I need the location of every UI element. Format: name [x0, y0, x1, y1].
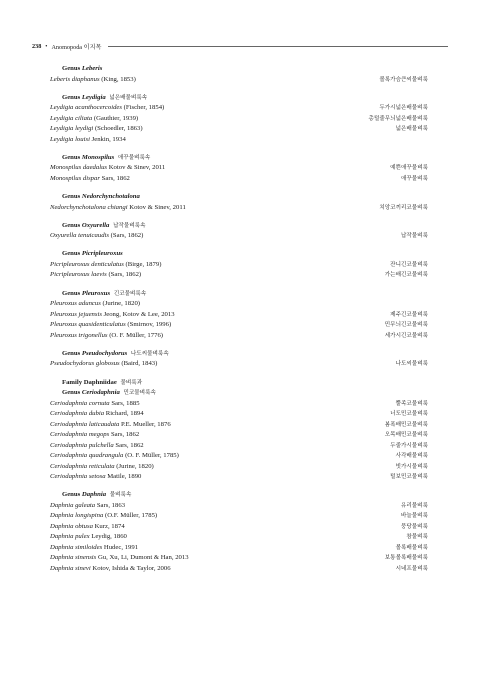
species-authority: (O.F. Müller, 1785): [105, 512, 158, 520]
species-authority: Leydig, 1860: [91, 533, 127, 541]
genus-korean-name: 긴코물벼룩속: [113, 290, 147, 297]
species-scientific-name: Monospilus daedalus: [50, 164, 108, 172]
species-name-group: [50, 320, 171, 331]
genus-korean-name: 나도씨물벼룩속: [130, 350, 169, 357]
species-korean-name: 봄폭배민코물벼룩: [384, 421, 428, 428]
species-name-group: [50, 174, 130, 185]
species-name-group: [50, 451, 179, 462]
species-authority: Sars, 1862: [101, 174, 130, 182]
species-authority: (O. F. Müller, 1776): [109, 331, 164, 339]
species-scientific-name: Ceriodaphnia megops: [50, 431, 110, 438]
species-scientific-name: Pleuroxus jejuensis: [50, 310, 102, 318]
species-scientific-name: Daphnia galeata: [50, 501, 96, 509]
genus-name: Monospilus: [81, 153, 115, 161]
species-korean-name: 시네프물벼룩: [395, 565, 428, 572]
species-name-group: [50, 532, 127, 543]
genus-heading: [50, 192, 428, 203]
heading-label: [62, 378, 142, 389]
species-entry: [50, 231, 428, 242]
species-entry: [50, 75, 428, 86]
species-scientific-name: Leydigia louisi: [50, 135, 90, 143]
species-scientific-name: Picripleuroxus denticulatus: [50, 260, 124, 268]
species-scientific-name: Pleuroxus aduncus: [50, 300, 101, 308]
species-authority: Sars, 1862: [110, 431, 140, 438]
genus-name: Oxyurella: [81, 221, 110, 229]
species-entry: [50, 320, 428, 331]
heading-label: Genus Nedorchynchotalona: [62, 193, 140, 201]
genus-heading: [50, 289, 428, 300]
species-korean-name: 잔니긴코물벼룩: [390, 261, 428, 268]
genus-name: Pseudochydorus: [81, 349, 128, 357]
species-entry: [50, 553, 428, 564]
genus-korean-name: 애꾸물벼룩속: [117, 154, 151, 161]
taxon-block: [50, 153, 428, 185]
species-name-group: [50, 472, 141, 483]
genus-name: Pleuroxus: [81, 289, 111, 297]
species-name-group: [50, 409, 144, 420]
species-korean-name: 뭉당물벼룩: [400, 523, 428, 530]
species-authority: (Birge, 1879): [125, 260, 162, 268]
species-scientific-name: Pleuroxus trigonellus: [50, 331, 108, 339]
species-korean-name: 예쁜애꾸물벼룩: [390, 165, 428, 172]
species-entry: [50, 174, 428, 185]
genus-heading: [50, 221, 428, 232]
species-authority: Sars, 1885: [111, 399, 140, 407]
species-korean-name: 털보민코물벼룩: [390, 474, 428, 480]
genus-name: Nedorchynchotalona: [81, 193, 140, 201]
heading-label: Genus Pseudochydorus 나도씨물벼룩속: [62, 349, 169, 357]
species-entry: [50, 163, 428, 174]
species-authority: Sars, 1862: [115, 441, 144, 449]
species-authority: Gu, Xu, Li, Dumont & Han, 2013: [97, 554, 189, 562]
taxon-block: [50, 93, 428, 146]
species-name-group: [50, 359, 157, 370]
species-name-group: [50, 399, 140, 410]
species-scientific-name: Leydigia ciliata: [50, 114, 93, 122]
species-korean-name: 가는배긴코물벼룩: [384, 272, 428, 279]
species-entry: [50, 299, 428, 310]
species-scientific-name: Ceriodaphnia quadrangula: [50, 452, 124, 459]
species-korean-name: 오목배민코물벼룩: [384, 432, 428, 438]
species-entry: [50, 310, 428, 321]
species-authority: Hudec, 1991: [103, 543, 139, 551]
species-entry: [50, 103, 428, 114]
species-korean-name: 민무늬긴코물벼룩: [384, 322, 428, 329]
species-authority: Jeong, Kotov & Lee, 2013: [103, 310, 175, 318]
genus-heading: [50, 153, 428, 164]
species-korean-name: 나도씨물벼룩: [395, 361, 428, 368]
species-entry: [50, 564, 428, 575]
header-separator: •: [45, 42, 48, 50]
species-name-group: [50, 522, 125, 533]
species-entry: [50, 543, 428, 554]
species-entry: [50, 260, 428, 271]
species-korean-name: 빗가시물벼룩: [395, 463, 428, 470]
species-authority: Kurz, 1874: [94, 522, 125, 530]
genus-korean-name: 민코물벼룩속: [123, 390, 156, 396]
species-scientific-name: Daphnia sinensis: [50, 554, 97, 562]
species-name-group: [50, 135, 126, 146]
species-authority: (Jurine, 1820): [102, 300, 141, 308]
species-korean-name: 납작물벼룩: [400, 233, 428, 240]
species-entry: [50, 135, 428, 146]
family-korean-name: 물벼룩과: [120, 379, 143, 386]
genus-heading: [50, 249, 428, 260]
heading-label: Genus Pleuroxus 긴코물벼룩속: [62, 289, 147, 297]
species-entry: [50, 472, 428, 483]
species-scientific-name: Ceriodaphnia cornuta: [50, 399, 110, 407]
species-authority: P.E. Mueller, 1876: [120, 420, 171, 428]
species-name-group: [50, 231, 143, 242]
species-entry: [50, 441, 428, 452]
species-scientific-name: Ceriodaphnia setosa: [50, 473, 106, 480]
running-header: [32, 40, 448, 52]
species-scientific-name: Ceriodaphnia dubia: [50, 410, 105, 417]
taxon-block: [50, 378, 428, 483]
species-authority: (Jurine, 1820): [116, 462, 154, 470]
genus-name: Leydigia: [81, 93, 106, 101]
species-entry: [50, 359, 428, 370]
species-entry: [50, 203, 428, 214]
species-entry: [50, 399, 428, 410]
species-authority: (Sars, 1862): [108, 271, 142, 279]
species-authority: (Gauthier, 1939): [93, 114, 139, 122]
species-name-group: [50, 260, 161, 271]
species-scientific-name: Nedorchynchotalona chiangi: [50, 203, 128, 211]
heading-label: Genus Leydigia 넓은배물벼룩속: [62, 93, 148, 101]
species-authority: Kotov, Ishida & Taylor, 2006: [92, 564, 171, 572]
species-korean-name: 참물벼룩: [406, 534, 428, 541]
species-authority: Sars, 1863: [96, 501, 126, 509]
species-scientific-name: Daphnia pulex: [50, 533, 90, 541]
species-name-group: [50, 462, 154, 473]
species-authority: (Schoedler, 1863): [94, 125, 143, 133]
genus-heading: [50, 490, 428, 501]
taxon-block: [50, 249, 428, 281]
running-title: Anomopoda 이지목: [51, 43, 102, 51]
genus-name: Leberis: [81, 65, 103, 72]
species-name-group: [50, 75, 136, 86]
species-entry: [50, 331, 428, 342]
species-name-group: [50, 501, 125, 512]
species-name-group: [50, 420, 171, 431]
species-korean-name: 너도민코물벼룩: [390, 411, 428, 417]
species-korean-name: 제주긴코물벼룩: [390, 311, 428, 318]
heading-label: Genus Oxyurella 납작물벼룩속: [62, 221, 146, 229]
species-name-group: [50, 310, 175, 321]
species-korean-name: 볼록가슴큰씨물벼룩: [379, 76, 428, 83]
species-authority: (Fischer, 1854): [123, 104, 165, 112]
species-name-group: [50, 124, 143, 135]
taxon-block: [50, 221, 428, 242]
species-korean-name: 세가시긴코물벼룩: [384, 332, 428, 339]
species-authority: Kotov & Sinev, 2011: [129, 203, 186, 211]
species-name-group: [50, 543, 138, 554]
species-scientific-name: Daphnia longispina: [50, 512, 104, 520]
species-entry: [50, 501, 428, 512]
species-korean-name: 두줄가시물벼룩: [390, 442, 428, 449]
family-name: Family Daphniidae: [62, 378, 117, 386]
species-name-group: [50, 203, 186, 214]
taxon-block: [50, 64, 428, 85]
species-korean-name: 넓은배물벼룩: [395, 126, 428, 133]
heading-label: Genus Monospilus 애꾸물벼룩속: [62, 153, 151, 161]
species-authority: Richard, 1894: [105, 410, 144, 417]
species-authority: (Sars, 1862): [110, 232, 144, 240]
species-scientific-name: Daphnia sinevi: [50, 564, 91, 572]
species-entry: [50, 462, 428, 473]
species-entry: [50, 430, 428, 441]
taxon-block: [50, 349, 428, 370]
species-name-group: [50, 430, 139, 441]
species-name-group: [50, 114, 138, 125]
species-authority: Matile, 1890: [107, 473, 142, 480]
species-name-group: [50, 163, 165, 174]
species-authority: Jenkin, 1934: [91, 135, 126, 143]
species-korean-name: 유리물벼룩: [400, 502, 428, 509]
species-scientific-name: Leydigia acanthocercoides: [50, 104, 122, 112]
species-entry: [50, 451, 428, 462]
species-authority: (Smirnov, 1996): [127, 321, 172, 329]
species-entry: [50, 114, 428, 125]
species-korean-name: 두가시넓은배물벼룩: [379, 105, 428, 112]
species-scientific-name: Ceriodaphnia reticulata: [50, 462, 115, 470]
heading-label: Genus Picripleuroxus: [62, 250, 123, 258]
species-entry: [50, 409, 428, 420]
genus-korean-name: 납작물벼룩속: [113, 222, 146, 229]
species-name-group: [50, 564, 171, 575]
genus-korean-name: 물벼룩속: [109, 492, 132, 499]
species-name-group: [50, 441, 144, 452]
species-korean-name: 바늘물벼룩: [400, 513, 428, 520]
genus-heading: [50, 388, 428, 399]
genus-heading: [50, 64, 428, 75]
species-name-group: [50, 553, 189, 564]
species-name-group: [50, 511, 157, 522]
species-entry: [50, 124, 428, 135]
page-number: 238: [32, 42, 42, 50]
species-korean-name: 사각배물벼룩: [395, 453, 428, 459]
species-authority: (O. F. Müller, 1785): [125, 452, 179, 459]
taxon-block: [50, 490, 428, 574]
heading-label: Genus Daphnia 물벼룩속: [62, 491, 132, 499]
species-korean-name: 치앙코끼리코물벼룩: [379, 204, 428, 211]
species-scientific-name: Ceriodaphnia laticaudata: [50, 420, 120, 428]
species-scientific-name: Picripleuroxus laevis: [50, 271, 107, 279]
species-name-group: [50, 270, 141, 281]
species-scientific-name: Leberis diaphanus: [50, 75, 100, 83]
species-entry: [50, 270, 428, 281]
genus-heading: [50, 93, 428, 104]
species-name-group: [50, 299, 140, 310]
species-entry: [50, 522, 428, 533]
species-authority: (King, 1853): [101, 75, 136, 83]
species-entry: [50, 420, 428, 431]
heading-label: Genus Ceriodaphnia 민코물벼룩속: [62, 389, 156, 396]
species-checklist: [50, 64, 428, 582]
header-rule: [108, 46, 448, 47]
species-scientific-name: Pleuroxus quasidenticulatus: [50, 321, 126, 329]
family-heading: [50, 378, 428, 389]
heading-label: Genus Leberis: [62, 65, 103, 72]
species-name-group: [50, 103, 164, 114]
species-korean-name: 총털줄무늬넓은배물벼룩: [368, 115, 428, 122]
species-scientific-name: Oxyurella tenuicaudis: [50, 232, 109, 240]
species-name-group: [50, 331, 163, 342]
genus-name: Picripleuroxus: [81, 250, 123, 258]
species-scientific-name: Monospilus dispar: [50, 174, 100, 182]
species-korean-name: 볼록배물벼룩: [395, 544, 428, 551]
species-korean-name: 보통볼록배물벼룩: [384, 555, 428, 562]
genus-korean-name: 넓은배물벼룩속: [109, 94, 148, 101]
species-scientific-name: Leydigia leydigi: [50, 125, 94, 133]
species-scientific-name: Pseudochydorus globosus: [50, 360, 120, 368]
genus-heading: [50, 349, 428, 360]
species-scientific-name: Daphnia obtusa: [50, 522, 93, 530]
genus-name: Ceriodaphnia: [81, 389, 120, 396]
species-entry: [50, 532, 428, 543]
species-scientific-name: Daphnia similoides: [50, 543, 103, 551]
species-authority: (Baird, 1843): [121, 360, 158, 368]
genus-name: Daphnia: [81, 491, 107, 499]
species-korean-name: 애꾸물벼룩: [400, 175, 428, 182]
taxon-block: [50, 192, 428, 213]
species-authority: Kotov & Sinev, 2011: [108, 164, 166, 172]
species-entry: [50, 511, 428, 522]
species-scientific-name: Ceriodaphnia pulchella: [50, 441, 114, 449]
taxon-block: [50, 289, 428, 342]
species-korean-name: 뿔족코물벼룩: [395, 400, 428, 407]
